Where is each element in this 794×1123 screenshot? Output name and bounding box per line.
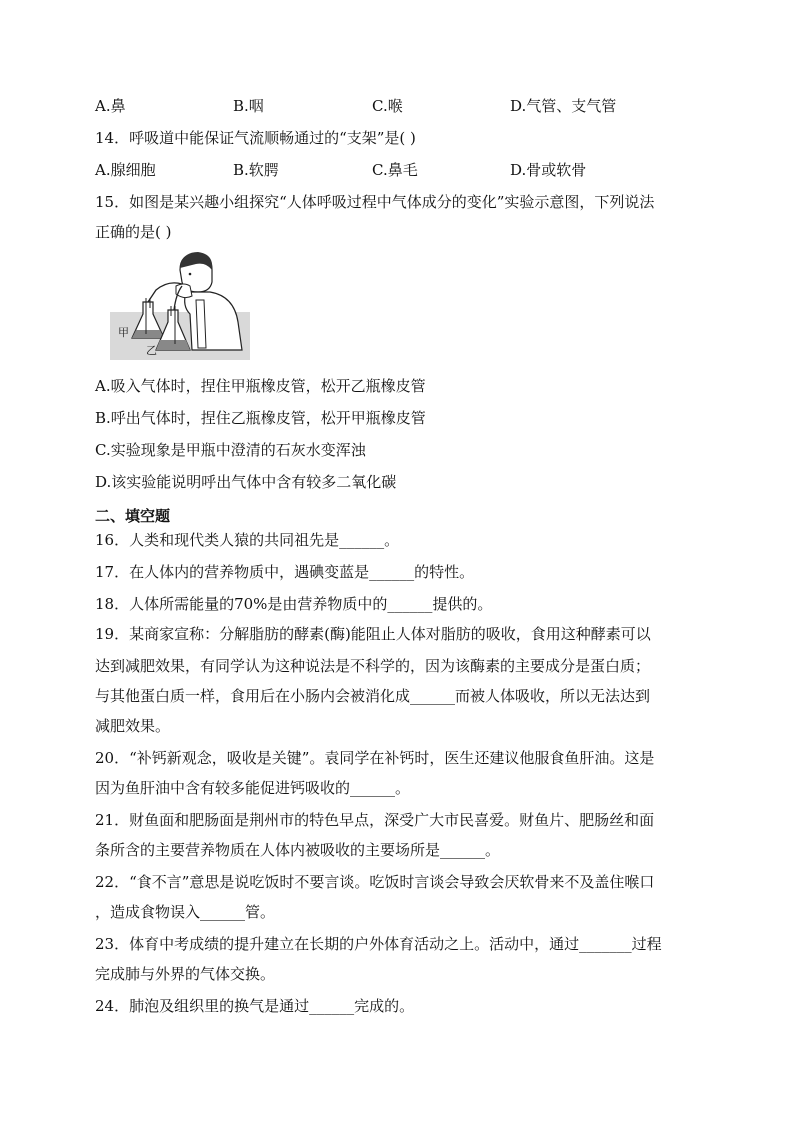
q15-option-b: B.呼出气体时，捏住乙瓶橡皮管，松开甲瓶橡皮管 — [95, 409, 426, 427]
q15-option-d: D.该实验能说明呼出气体中含有较多二氧化碳 — [95, 473, 397, 491]
flask-jia-label: 甲 — [118, 326, 129, 339]
fill-question-23-line2: 完成肺与外界的气体交换。 — [95, 965, 276, 983]
fill-question-21-line1: 21．财鱼面和肥肠面是荆州市的特色早点，深受广大市民喜爱。财鱼片、肥肠丝和面 — [95, 811, 655, 829]
fill-question-23-line1: 23．体育中考成绩的提升建立在长期的户外体育活动之上。活动中，通过_______过程 — [95, 935, 662, 953]
fill-question-16: 16．人类和现代类人猿的共同祖先是______。 — [95, 531, 400, 549]
q15-stem-line2: 正确的是( ) — [95, 223, 172, 241]
q15-option-a: A.吸入气体时，捏住甲瓶橡皮管，松开乙瓶橡皮管 — [95, 377, 426, 395]
q15-option-c: C.实验现象是甲瓶中澄清的石灰水变浑浊 — [95, 441, 366, 459]
fill-question-18: 18．人体所需能量的70%是由营养物质中的______提供的。 — [95, 595, 493, 613]
fill-question-19-line1: 19．某商家宣称：分解脂肪的酵素(酶)能阻止人体对脂肪的吸收，食用这种酵素可以 — [95, 625, 651, 643]
q14-option-a: A.腺细胞 — [95, 161, 156, 179]
fill-question-22-line2: ，造成食物误入______管。 — [95, 903, 276, 921]
fill-question-19-line3: 与其他蛋白质一样，食用后在小肠内会被消化成______而被人体吸收，所以无法达到 — [95, 687, 651, 705]
fill-question-21-line2: 条所含的主要营养物质在人体内被吸收的主要场所是______。 — [95, 841, 501, 859]
fill-question-20-line2: 因为鱼肝油中含有较多能促进钙吸收的______。 — [95, 779, 411, 797]
fill-question-19-line2: 达到减肥效果，有同学认为这种说法是不科学的，因为该酶素的主要成分是蛋白质； — [95, 657, 651, 675]
q14-option-d: D.骨或软骨 — [510, 161, 587, 179]
section-heading-fill-in: 二、填空题 — [95, 507, 171, 525]
boy-body — [185, 292, 242, 350]
fill-question-19-line4: 减肥效果。 — [95, 717, 171, 735]
q14-stem: 14．呼吸道中能保证气流顺畅通过的“支架”是( ) — [95, 129, 416, 147]
q14-option-b: B.软腭 — [233, 161, 279, 179]
q14-option-c: C.鼻毛 — [372, 161, 418, 179]
q13-option-a: A.鼻 — [95, 97, 126, 115]
q13-option-b: B.咽 — [233, 97, 264, 115]
q15-stem-line1: 15．如图是某兴趣小组探究“人体呼吸过程中气体成分的变化”实验示意图，下列说法 — [95, 193, 655, 211]
fill-question-20-line1: 20．“补钙新观念，吸收是关键”。袁同学在补钙时，医生还建议他服食鱼肝油。这是 — [95, 749, 655, 767]
q13-option-c: C.喉 — [372, 97, 403, 115]
breathing-experiment-figure — [110, 250, 250, 360]
q13-option-d: D.气管、支气管 — [510, 97, 617, 115]
fill-question-24: 24．肺泡及组织里的换气是通过______完成的。 — [95, 997, 415, 1015]
flask-yi-label: 乙 — [146, 344, 157, 357]
fill-question-17: 17．在人体内的营养物质中，遇碘变蓝是______的特性。 — [95, 563, 475, 581]
fill-question-22-line1: 22．“食不言”意思是说吃饭时不要言谈。吃饭时言谈会导致会厌软骨来不及盖住喉口 — [95, 873, 655, 891]
